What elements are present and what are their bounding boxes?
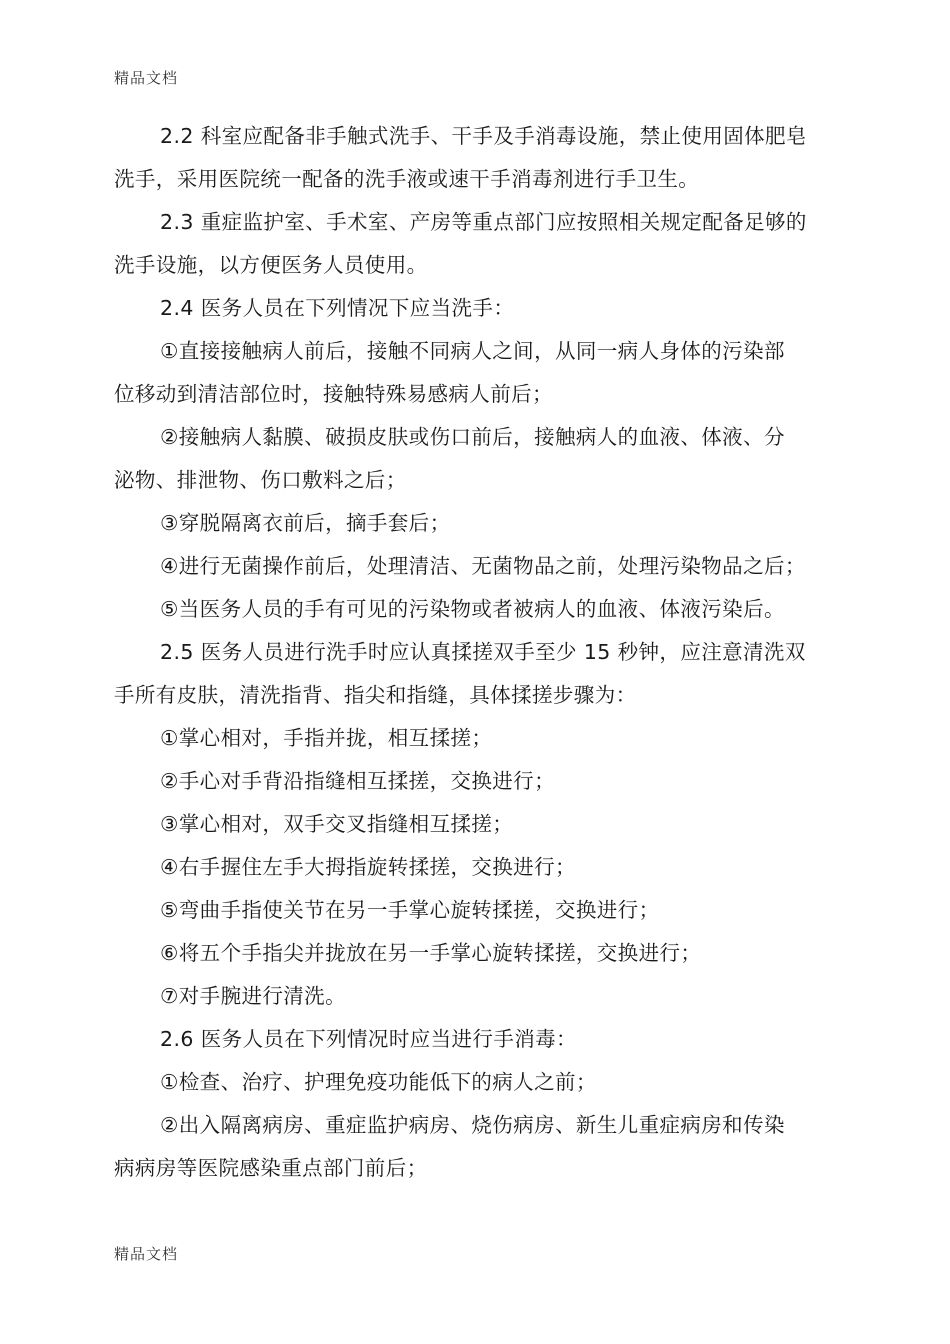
text-line: 2.4 医务人员在下列情况下应当洗手： [160, 296, 515, 320]
text-line: 病病房等医院感染重点部门前后； [114, 1156, 428, 1180]
text-line: 洗手设施，以方便医务人员使用。 [114, 253, 428, 277]
text-line: 2.5 医务人员进行洗手时应认真揉搓双手至少 15 秒钟，应注意清洗双 [160, 640, 806, 664]
text-line: ③穿脱隔离衣前后，摘手套后； [160, 511, 451, 535]
text-line: 位移动到清洁部位时，接触特殊易感病人前后； [114, 382, 553, 406]
text-line: ④右手握住左手大拇指旋转揉搓，交换进行； [160, 855, 576, 879]
text-line: 手所有皮肤，清洗指背、指尖和指缝，具体揉搓步骤为： [114, 683, 637, 707]
text-line: ⑦对手腕进行清洗。 [160, 984, 346, 1008]
text-line: 洗手，采用医院统一配备的洗手液或速干手消毒剂进行手卫生。 [114, 167, 700, 191]
text-line: ②出入隔离病房、重症监护病房、烧伤病房、新生儿重症病房和传染 [160, 1113, 785, 1137]
text-line: ③掌心相对，双手交叉指缝相互揉搓； [160, 812, 514, 836]
page-header-mark: 精品文档 [114, 69, 179, 87]
text-line: ①掌心相对，手指并拢，相互揉搓； [160, 726, 493, 750]
text-line: ⑥将五个手指尖并拢放在另一手掌心旋转揉搓，交换进行； [160, 941, 702, 965]
page-footer-mark: 精品文档 [114, 1245, 179, 1263]
document-body [114, 115, 844, 1190]
text-line: ④进行无菌操作前后，处理清洁、无菌物品之前，处理污染物品之后； [160, 554, 806, 578]
text-line: 2.2 科室应配备非手触式洗手、干手及手消毒设施，禁止使用固体肥皂 [160, 124, 807, 148]
text-line: ②手心对手背沿指缝相互揉搓，交换进行； [160, 769, 555, 793]
text-line: ②接触病人黏膜、破损皮肤或伤口前后，接触病人的血液、体液、分 [160, 425, 785, 449]
text-line: 2.3 重症监护室、手术室、产房等重点部门应按照相关规定配备足够的 [160, 210, 807, 234]
text-line: 泌物、排泄物、伤口敷料之后； [114, 468, 407, 492]
text-line: ⑤弯曲手指使关节在另一手掌心旋转揉搓，交换进行； [160, 898, 660, 922]
text-line: ①直接接触病人前后，接触不同病人之间，从同一病人身体的污染部 [160, 339, 785, 363]
text-line: 2.6 医务人员在下列情况时应当进行手消毒： [160, 1027, 577, 1051]
text-line: ①检查、治疗、护理免疫功能低下的病人之前； [160, 1070, 597, 1094]
text-line: ⑤当医务人员的手有可见的污染物或者被病人的血液、体液污染后。 [160, 597, 785, 621]
